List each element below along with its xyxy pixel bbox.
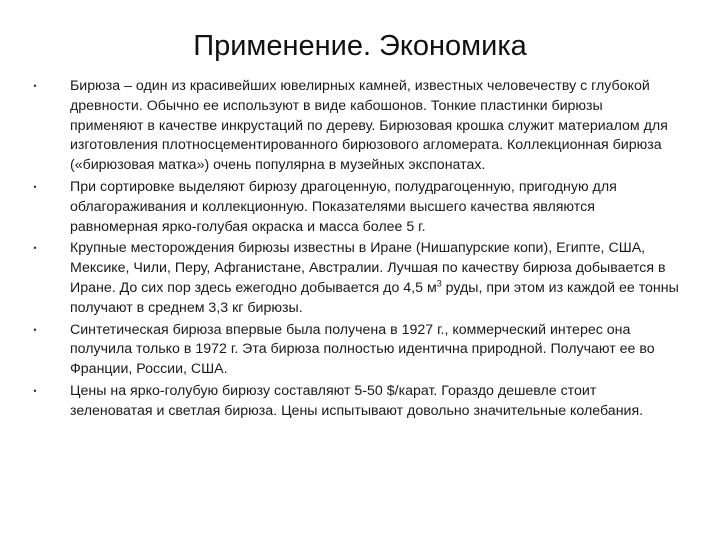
bullet-icon: •: [33, 181, 37, 192]
bullet-text: При сортировке выделяют бирюзу драгоценную, полудрагоценную, пригодную для облагораживания и коллекционную. Показателями высшего качества являются равномерная ярко-голубая окраска и масса более 5 г.: [70, 178, 617, 235]
bullet-list: [30, 77, 680, 424]
bullet-text: Цены на ярко-голубую бирюзу составляют 5-50 $/карат. Гораздо дешевле стоит зеленоватая и светлая бирюза. Цены испытывают довольно значительные колебания.: [70, 382, 644, 419]
bullet-icon: •: [33, 385, 37, 396]
bullet-text: [70, 239, 680, 318]
bullet-icon: •: [33, 324, 37, 335]
superscript-unit: 3: [436, 278, 442, 289]
list-item: [30, 239, 680, 318]
list-item: [30, 382, 680, 422]
bullet-text: Синтетическая бирюза впервые была получена в 1927 г., коммерческий интерес она получила только в 1972 г. Эта бирюза полностью идентична природной. Получают ее во Франции, России, США.: [70, 321, 655, 378]
bullet-text-part: руды, при этом из каждой ее тонны получают в среднем 3,3 кг бирюзы.: [70, 279, 679, 316]
list-item: [30, 321, 680, 380]
list-item: [30, 77, 680, 176]
bullet-text: Бирюза – один из красивейших ювелирных камней, известных человечеству с глубокой древности. Обычно ее используют в виде кабошонов. Тонкие пластинки бирюзы применяют в качестве инкрустаций по дереву. Бирюзовая крошка служит материалом для изготовления плотносцементированного бирюзового агломерата. Коллекционная бирюза («бирюзовая матка») очень популярна в музейных экспонатах.: [70, 78, 668, 174]
bullet-icon: •: [33, 243, 37, 254]
list-item: [30, 178, 680, 237]
slide-title: Применение. Экономика: [193, 30, 527, 62]
bullet-text-part: Крупные месторождения бирюзы известны в Иране (Нишапурские копи), Египте, США, Мексике, Чили, Перу, Афганистане, Австралии. Лучшая по качеству бирюза добывается в Иране. До сих пор здесь ежегодно добывается до 4,5 м: [70, 240, 666, 296]
bullet-icon: •: [33, 81, 37, 91]
